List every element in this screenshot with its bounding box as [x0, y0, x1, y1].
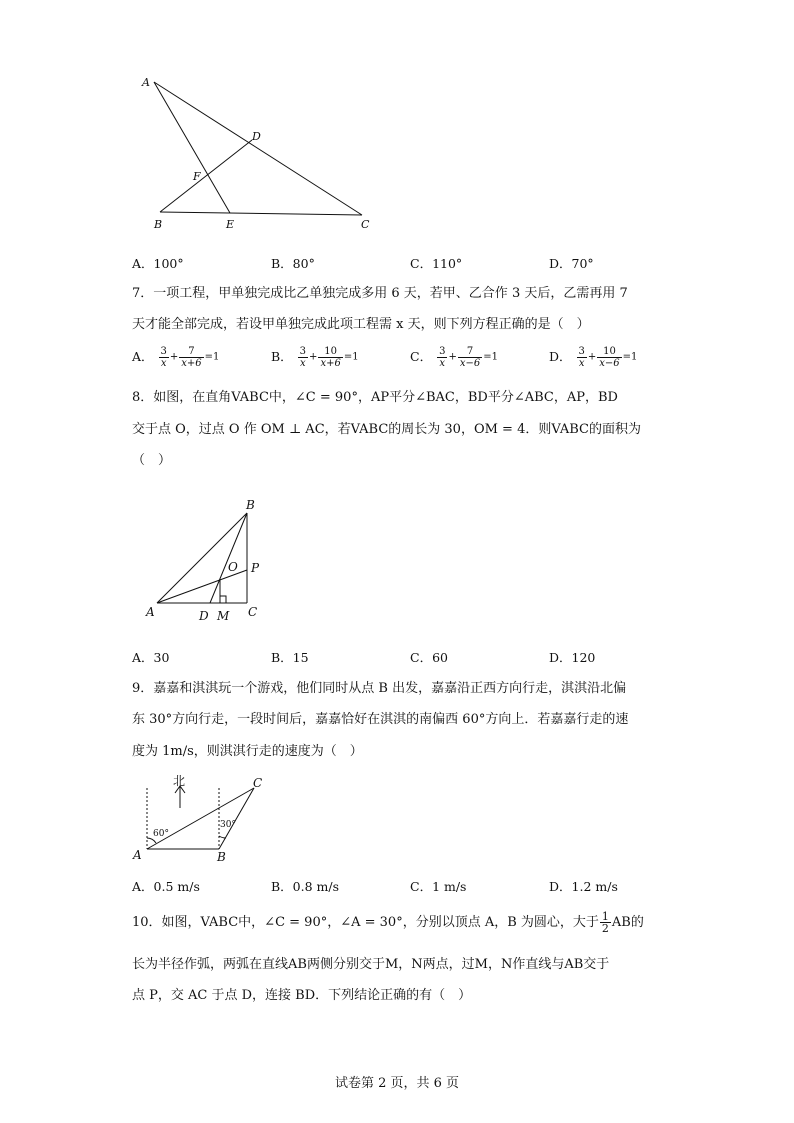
right-angle-mark: [220, 596, 226, 603]
denominator: x: [578, 358, 585, 369]
option-letter: B．: [271, 349, 293, 364]
q8-text-line1: 8．如图，在直角VABC中，∠C = 90°，AP平分∠BAC，BD平分∠ABC，AP，BD: [132, 390, 618, 405]
q9-option-b: B．0.8 m/s: [271, 879, 340, 894]
fraction: [159, 346, 169, 369]
label-b: B: [217, 850, 226, 864]
label-c: C: [253, 776, 263, 790]
option-letter: C．: [410, 349, 433, 364]
label-c: C: [361, 218, 370, 231]
equation-rhs: =1: [622, 351, 638, 363]
numerator: 1: [601, 910, 609, 923]
option-letter: A．: [132, 349, 154, 364]
figure-q6-triangle: [130, 70, 390, 240]
numerator: 10: [318, 346, 342, 358]
fraction: [298, 346, 308, 369]
denominator: x+6: [320, 358, 341, 369]
angle-60-label: 60°: [153, 829, 169, 839]
label-c: C: [248, 605, 258, 619]
q9-option-c: C．1 m/s: [410, 879, 467, 894]
numerator: 10: [597, 346, 621, 358]
label-f: F: [193, 170, 201, 183]
figure-q8-right-triangle: [140, 492, 280, 627]
q7-option-a: A． $\frac{3}{x}$ + $\frac{7}{x+6}$ =1: [132, 346, 220, 369]
segment-bd: [160, 140, 252, 212]
q9-option-a: A．0.5 m/s: [132, 879, 200, 894]
fraction: [577, 346, 587, 369]
denominator: x: [160, 358, 167, 369]
fraction: [318, 346, 342, 369]
q8-option-a: A．30: [132, 650, 170, 665]
q8-text-line3: （ ）: [132, 453, 172, 468]
q7-text-line1: 7．一项工程，甲单独完成比乙单独完成多用 6 天，若甲、乙合作 3 天后，乙需再用 7: [132, 286, 628, 301]
denominator: x+6: [181, 358, 202, 369]
q10-text-line3: 点 P，交 AC 于点 D，连接 BD．下列结论正确的有（ ）: [132, 988, 472, 1003]
q7-text-line2: 天才能全部完成，若设甲单独完成此项工程需 x 天，则下列方程正确的是（ ）: [132, 317, 590, 332]
segment-bc: [219, 788, 254, 849]
north-label: 北: [173, 774, 186, 788]
q10-text-line2: 长为半径作弧，两弧在直线AB两侧分别交于M，N两点，过M，N作直线与AB交于: [132, 957, 610, 972]
label-e: E: [226, 218, 235, 231]
q6-option-c: C．110°: [410, 256, 463, 271]
label-d: D: [252, 130, 261, 143]
fraction: [179, 346, 203, 369]
q8-text-line2: 交于点 O，过点 O 作 OM ⊥ AC，若VABC的周长为 30，OM = 4．则VABC的面积为: [132, 422, 641, 437]
equation-rhs: =1: [343, 351, 359, 363]
numerator: 3: [160, 346, 167, 357]
numerator: 7: [179, 346, 203, 358]
denominator: x: [300, 358, 306, 369]
numerator: 3: [439, 346, 446, 357]
segment-ae: [154, 82, 230, 213]
denominator: x−6: [599, 358, 620, 369]
q6-option-b: B．80°: [271, 256, 315, 271]
fraction-one-half: [600, 911, 611, 934]
label-a: A: [142, 76, 150, 89]
q6-option-d: D．70°: [549, 256, 594, 271]
segment-ac: [147, 788, 254, 849]
label-b: B: [154, 218, 163, 231]
fraction: [597, 346, 621, 369]
segment-ap: [157, 570, 247, 603]
label-b: B: [246, 498, 255, 512]
numerator: 3: [299, 346, 307, 357]
q9-option-d: D．1.2 m/s: [549, 879, 618, 894]
equation-rhs: =1: [204, 351, 220, 363]
q7-option-d: D． $\frac{3}{x}$ + $\frac{10}{x-6}$ =1: [549, 346, 638, 369]
angle-30-label: 30°: [220, 820, 236, 830]
label-p: P: [251, 561, 260, 575]
q9-text-line1: 9．嘉嘉和淇淇玩一个游戏，他们同时从点 B 出发，嘉嘉沿正西方向行走，淇淇沿北偏: [132, 681, 627, 696]
label-o: O: [228, 560, 238, 574]
side-ac: [154, 82, 362, 215]
q8-option-c: C．60: [410, 650, 448, 665]
label-a: A: [146, 605, 155, 619]
denominator: x: [439, 358, 446, 369]
numerator: 7: [458, 346, 482, 358]
label-a: A: [133, 848, 142, 862]
q10-text-line1-end: AB的: [611, 915, 644, 930]
page-footer: 试卷第 2 页，共 6 页: [334, 1076, 460, 1091]
q7-option-b: B． $\frac{3}{x}$ + $\frac{10}{x+6}$ =1: [271, 346, 359, 369]
q9-text-line2: 东 30°方向行走，一段时间后，嘉嘉恰好在淇淇的南偏西 60°方向上．若嘉嘉行走的速: [132, 712, 629, 727]
fraction: [437, 346, 447, 369]
denominator: 2: [601, 922, 609, 935]
option-letter: D．: [549, 349, 572, 364]
q10-text-line1: [132, 911, 644, 934]
q8-option-d: D．120: [549, 650, 596, 665]
label-m: M: [217, 609, 230, 623]
figure-q9-direction-diagram: [130, 772, 275, 864]
q9-text-line3: 度为 1m/s，则淇淇行走的速度为（ ）: [132, 744, 363, 759]
q10-text-line1-start: 10．如图，VABC中，∠C = 90°，∠A = 30°，分别以顶点 A，B 为圆心，大于: [132, 915, 599, 930]
numerator: 3: [578, 346, 585, 357]
segment-bd: [210, 513, 247, 603]
side-ab: [157, 513, 247, 603]
q7-option-c: C． $\frac{3}{x}$ + $\frac{7}{x-6}$ =1: [410, 346, 498, 369]
q6-option-a: A．100°: [132, 256, 184, 271]
label-d: D: [199, 609, 209, 623]
side-bc: [160, 212, 362, 215]
fraction: [458, 346, 482, 369]
angle-30-arc: [219, 836, 226, 838]
denominator: x−6: [459, 358, 481, 369]
equation-rhs: =1: [483, 351, 498, 363]
q8-option-b: B．15: [271, 650, 309, 665]
